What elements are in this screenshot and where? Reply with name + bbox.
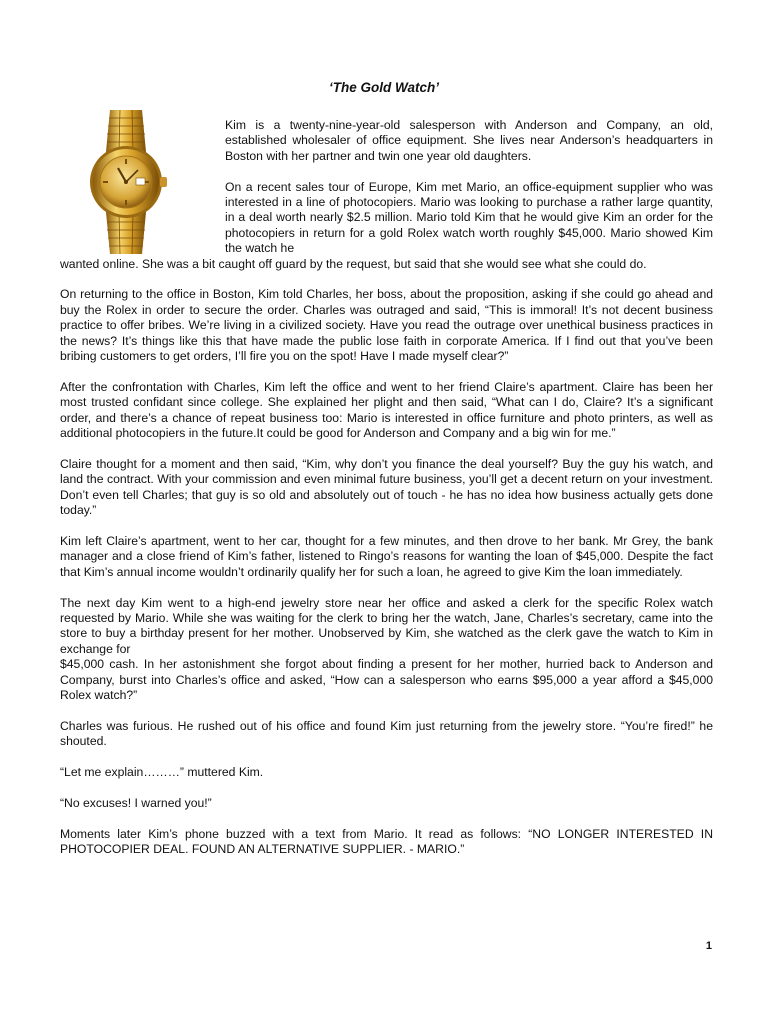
paragraph: Charles was furious. He rushed out of his office and found Kim just returning from the jewelry store. “You’re fired!” he shouted. — [60, 718, 713, 749]
paragraph: Kim left Claire’s apartment, went to her car, thought for a few minutes, and then drove to her bank. Mr Grey, the bank manager and a close friend of Kim’s father, listened to Ringo’s reasons for wanting the loan of $45,000. Despite the fact that Kim’s annual income wouldn’t ordinarily qualify her for such a loan, he agreed to give Kim the loan immediately. — [60, 533, 713, 579]
paragraph: The next day Kim went to a high-end jewelry store near her office and asked a clerk for the specific Rolex watch requested by Mario. While she was waiting for the clerk to bring her the watch, Jane, Charles’s secretary, came into the store to buy a birthday present for her mother. Unobserved by Kim, she watched as the clerk gave the watch to Kim in exchange for — [60, 595, 713, 656]
paragraph: $45,000 cash. In her astonishment she forgot about finding a present for her mother, hurried back to Anderson and Company, burst into Charles’s office and asked, “How can a salesperson who earns $95,000 a year afford a $45,000 Rolex watch?” — [60, 657, 713, 702]
paragraph: Moments later Kim’s phone buzzed with a text from Mario. It read as follows: “NO LONGER INTERESTED IN PHOTOCOPIER DEAL. FOUND AN ALTERNATIVE SUPPLIER. - MARIO.” — [60, 826, 713, 856]
paragraph: “No excuses! I warned you!” — [60, 795, 212, 810]
paragraph: Claire thought for a moment and then said, “Kim, why don’t you finance the deal yourself? Buy the guy his watch, and land the contract. With your commission and even minimal future business, you’ll get a decent return on your investment. Don’t even tell Charles; that guy is so old and absolutely out of touch - he has no idea how business actually gets done today.” — [60, 456, 713, 518]
paragraph: Kim is a twenty-nine-year-old salesperson with Anderson and Company, an old, established wholesaler of office equipment. She lives near Anderson’s headquarters in Boston with her partner and twin one year old daughters. — [225, 118, 713, 163]
document-title: ‘The Gold Watch’ — [328, 80, 439, 95]
paragraph: On returning to the office in Boston, Kim told Charles, her boss, about the proposition, asking if she could go ahead and buy the Rolex in order to secure the order. Charles was outraged and said, “This is immoral! It’s not decent business practice to offer bribes. We’re living in a civilized society. Have you read the outrage over unethical business practices in the news? It’s things like this that have made the public lose faith in corporate America. If I find out that you’ve been bribing customers to get orders, I’ll fire you on the spot! Have I made myself clear?” — [60, 287, 713, 364]
paragraph — [60, 180, 713, 257]
document-body — [60, 118, 713, 873]
paragraph: “Let me explain………” muttered Kim. — [60, 764, 264, 779]
paragraph-part: On a recent sales tour of Europe, Kim met Mario, an office-equipment supplier who was interested in a line of photocopiers. Mario was looking to purchase a rather large quantity, in a deal worth nearly $2.5 million. Mario told Kim that he would give Kim an order for the photocopiers in return for a gold Rolex watch worth roughly $45,000. Mario showed Kim the watch he — [225, 179, 713, 256]
page-number: 1 — [705, 940, 712, 952]
paragraph: wanted online. She was a bit caught off guard by the request, but said that she would see what she could do. — [60, 256, 647, 271]
paragraph: After the confrontation with Charles, Kim left the office and went to her friend Claire’s apartment. Claire has been her most trusted confidant since college. She explained her plight and then said, “What can I do, Claire? It’s a significant order, and there’s a chance of repeat business too: Mario is interested in office furniture and photo printers, as well as additional photocopiers in the future.It could be good for Anderson and Company and a big win for me.” — [60, 379, 713, 441]
